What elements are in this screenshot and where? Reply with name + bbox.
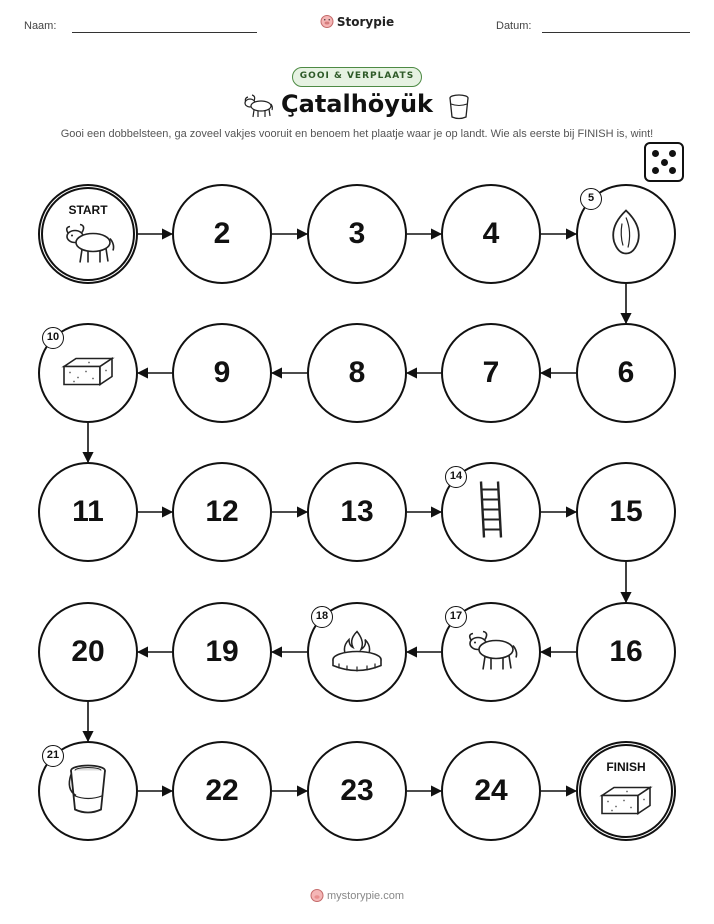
board-space-17 — [441, 602, 541, 702]
brand-name: Storypie — [336, 15, 395, 29]
space-number: 11 — [72, 495, 104, 528]
board-space-12 — [172, 462, 272, 562]
bull-icon — [463, 628, 519, 677]
board-space-18 — [307, 602, 407, 702]
board-space-14 — [441, 462, 541, 562]
pig-logo-icon — [320, 14, 334, 28]
brick-icon — [598, 781, 654, 822]
footer-url[interactable]: mystorypie.com — [326, 890, 405, 902]
space-number: 19 — [205, 635, 239, 668]
space-number-tag: 17 — [445, 606, 467, 628]
board-space-23 — [307, 741, 407, 841]
start-label: START — [68, 203, 108, 217]
space-number: 20 — [71, 635, 105, 668]
board-space-24 — [441, 741, 541, 841]
page-title: Çatalhöyük — [281, 90, 433, 118]
board-space-16 — [576, 602, 676, 702]
date-field-line[interactable] — [542, 32, 690, 33]
date-label: Datum: — [496, 20, 532, 32]
space-number-tag: 5 — [580, 188, 602, 210]
space-number-tag: 21 — [42, 745, 64, 767]
space-number-tag: 14 — [445, 466, 467, 488]
board-space-7 — [441, 323, 541, 423]
space-number: 13 — [340, 495, 374, 528]
board-space-11 — [38, 462, 138, 562]
pig-logo-icon — [310, 888, 324, 902]
space-number: 9 — [213, 356, 231, 389]
space-number: 23 — [340, 774, 374, 807]
name-label: Naam: — [24, 20, 57, 32]
ladder-icon — [476, 480, 506, 545]
space-number-tag: 18 — [311, 606, 333, 628]
dice-pip — [652, 150, 659, 157]
board-space-6 — [576, 323, 676, 423]
start-space — [38, 184, 138, 284]
activity-badge: GOOI & VERPLAATS — [292, 67, 422, 87]
space-number: 4 — [482, 217, 500, 250]
bull-icon — [60, 220, 116, 269]
dice-pip — [652, 167, 659, 174]
space-number: 8 — [348, 356, 366, 389]
board-space-10 — [38, 323, 138, 423]
space-number: 22 — [205, 774, 239, 807]
space-number: 15 — [609, 495, 643, 528]
space-number: 2 — [213, 217, 231, 250]
space-number: 16 — [609, 635, 643, 668]
bucket-icon — [446, 92, 472, 120]
board-space-19 — [172, 602, 272, 702]
board-space-22 — [172, 741, 272, 841]
instructions-text: Gooi een dobbelsteen, ga zoveel vakjes vooruit en benoem het plaatje waar je op landt. Wie als eerste bij FINISH is, wint! — [60, 128, 654, 140]
space-number-tag: 10 — [42, 327, 64, 349]
board-space-4 — [441, 184, 541, 284]
dice-pip — [669, 167, 676, 174]
space-number: 6 — [617, 356, 635, 389]
board-space-8 — [307, 323, 407, 423]
footer — [0, 888, 714, 902]
board-space-13 — [307, 462, 407, 562]
board-space-5 — [576, 184, 676, 284]
space-number: 7 — [482, 356, 500, 389]
board-space-9 — [172, 323, 272, 423]
board-space-3 — [307, 184, 407, 284]
board-space-20 — [38, 602, 138, 702]
space-number: 24 — [474, 774, 508, 807]
name-field-line[interactable] — [72, 32, 257, 33]
finish-space — [576, 741, 676, 841]
hearth-icon — [329, 628, 385, 677]
brick-icon — [60, 353, 116, 394]
dice-pip — [669, 150, 676, 157]
brand-logo — [0, 14, 714, 29]
space-number: 3 — [348, 217, 366, 250]
dice-icon — [644, 142, 684, 182]
seed-icon — [608, 208, 644, 261]
finish-label: FINISH — [606, 760, 646, 774]
board-space-15 — [576, 462, 676, 562]
bucket-icon — [64, 762, 112, 821]
dice-pip — [661, 159, 668, 166]
space-number: 12 — [205, 495, 239, 528]
board-space-2 — [172, 184, 272, 284]
board-space-21 — [38, 741, 138, 841]
